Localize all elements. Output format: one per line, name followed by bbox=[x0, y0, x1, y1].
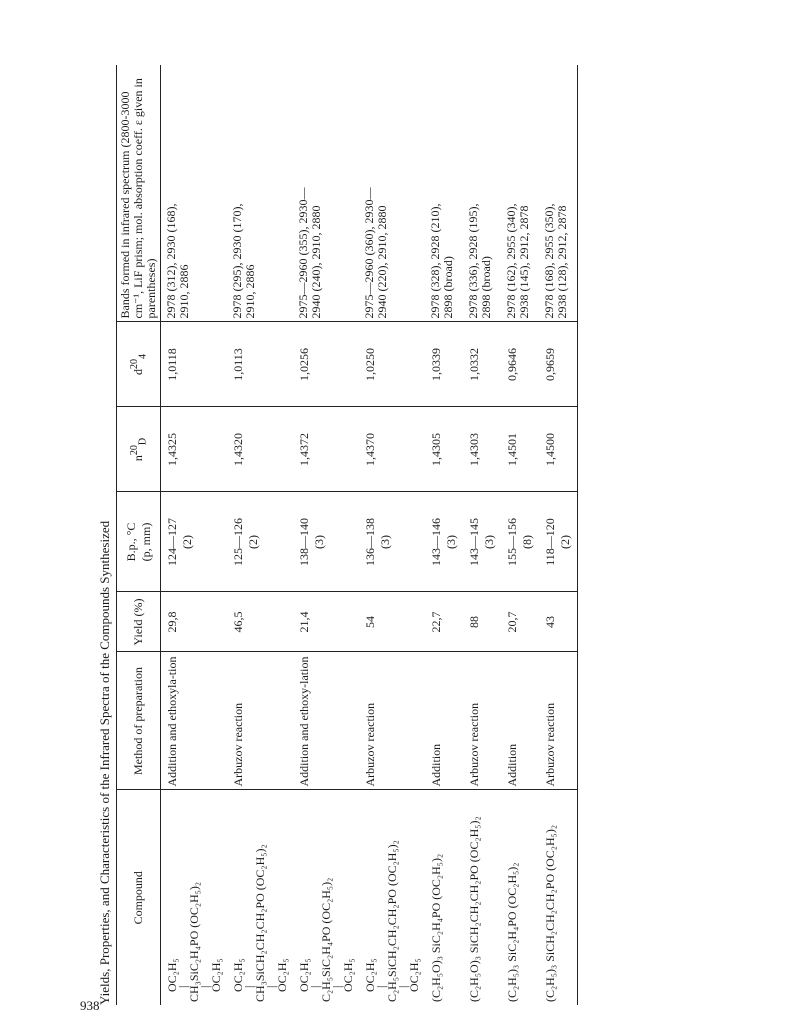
formula-top-group: OC₂H₅ bbox=[231, 958, 245, 992]
formula-main-chain: C₂H₅SiC₂H₄PO (OC₂H₅)₂ bbox=[319, 877, 333, 1002]
formula-bond-line: | bbox=[396, 985, 410, 988]
cell-density: 1,0339 bbox=[425, 322, 463, 407]
cell-refractive-index: 1,4305 bbox=[425, 407, 463, 492]
formula-bottom-group: OC₂H₅ bbox=[209, 958, 223, 992]
compound-formula bbox=[505, 794, 519, 1003]
header-bp-label: B.p., °C bbox=[123, 522, 138, 562]
properties-table bbox=[116, 65, 578, 1005]
cell-ir-bands bbox=[227, 65, 293, 322]
header-method: Method of preparation bbox=[117, 652, 161, 790]
formula-bottom-group: OC₂H₅ bbox=[407, 958, 421, 992]
cell-yield: 29,8 bbox=[161, 592, 228, 652]
header-ir-bands: Bands formed in infrared spectrum (2800-3000 cm⁻¹, LiF prism; mol. absorption coeff. ε given in parentheses) bbox=[117, 65, 161, 322]
page-number: 938 bbox=[80, 998, 100, 1013]
cell-refractive-index: 1,4303 bbox=[463, 407, 501, 492]
bp-pressure: (2) bbox=[180, 535, 194, 549]
bp-pressure: (3) bbox=[312, 535, 326, 549]
formula-top-group: OC₂H₅ bbox=[363, 958, 377, 992]
cell-refractive-index: 1,4372 bbox=[293, 407, 359, 492]
bp-value: 143—146 bbox=[429, 518, 443, 566]
header-bp-unit: (p, mm) bbox=[138, 522, 153, 562]
table-row bbox=[501, 65, 539, 1005]
compound-formula bbox=[429, 794, 443, 1003]
formula-main-chain: (C₂H₅)₃ SiC₂H₄PO (OC₂H₅)₂ bbox=[505, 862, 519, 1002]
cell-method: Addition bbox=[425, 652, 463, 790]
table-row bbox=[463, 65, 501, 1005]
header-bp bbox=[117, 492, 161, 592]
bp-value: 125—126 bbox=[231, 518, 245, 566]
table-row bbox=[425, 65, 463, 1005]
formula-main-chain: CH₃SiCH₂CH₂CH₂PO (OC₂H₅)₂ bbox=[253, 844, 267, 1002]
compound-formula bbox=[297, 794, 355, 1003]
ir-bands-text: 2978 (328), 2928 (210), 2898 (broad) bbox=[428, 203, 455, 319]
rotated-table-block bbox=[94, 65, 614, 1005]
cell-compound bbox=[161, 790, 228, 1005]
cell-compound bbox=[227, 790, 293, 1005]
formula-bond-line: | bbox=[374, 985, 388, 988]
cell-bp bbox=[293, 492, 359, 592]
cell-ir-bands bbox=[293, 65, 359, 322]
cell-ir-bands bbox=[539, 65, 578, 322]
header-d-symbol: d bbox=[130, 369, 145, 375]
cell-yield: 21,4 bbox=[293, 592, 359, 652]
cell-ir-bands bbox=[161, 65, 228, 322]
formula-main-chain: (C₂H₅)₃ SiCH₂CH₂CH₂PO (OC₂H₅)₂ bbox=[543, 825, 557, 1002]
cell-yield: 46,5 bbox=[227, 592, 293, 652]
compound-formula bbox=[543, 794, 557, 1003]
ir-bands-text: 2975—2960 (355), 2930— 2940 (240), 2910, 2880 bbox=[296, 187, 323, 319]
bp-pressure: (8) bbox=[520, 535, 534, 549]
cell-method: Addition bbox=[501, 652, 539, 790]
formula-bond-line: | bbox=[308, 985, 322, 988]
ir-bands-text: 2978 (312), 2930 (168), 2910, 2886 bbox=[164, 203, 191, 319]
cell-ir-bands bbox=[359, 65, 425, 322]
compound-formula bbox=[165, 794, 223, 1003]
cell-density: 1,0250 bbox=[359, 322, 425, 407]
header-nd-sub: D bbox=[137, 437, 149, 446]
bp-value: 124—127 bbox=[165, 518, 179, 566]
compound-formula bbox=[467, 794, 481, 1003]
cell-yield: 54 bbox=[359, 592, 425, 652]
cell-compound bbox=[425, 790, 463, 1005]
ir-bands-text: 2978 (336), 2928 (195), 2898 (broad) bbox=[466, 203, 493, 319]
formula-bond-line: | bbox=[198, 985, 212, 988]
formula-bond-line: | bbox=[264, 985, 278, 988]
header-nd-symbol: n bbox=[130, 455, 145, 462]
cell-density: 1,0118 bbox=[161, 322, 228, 407]
cell-refractive-index: 1,4370 bbox=[359, 407, 425, 492]
formula-bottom-group: OC₂H₅ bbox=[275, 958, 289, 992]
formula-main-chain: C₂H₅SiCH₂CH₂CH₂PO (OC₂H₅)₂ bbox=[385, 840, 399, 1002]
bp-value: 155—156 bbox=[505, 518, 519, 566]
header-yield: Yield (%) bbox=[117, 592, 161, 652]
bp-pressure: (3) bbox=[482, 535, 496, 549]
cell-bp bbox=[161, 492, 228, 592]
cell-yield: 88 bbox=[463, 592, 501, 652]
cell-bp bbox=[463, 492, 501, 592]
compound-formula bbox=[363, 794, 421, 1003]
formula-main-chain: CH₃SiC₂H₄PO (OC₂H₅)₂ bbox=[187, 881, 201, 1002]
table-row bbox=[161, 65, 228, 1005]
cell-compound bbox=[539, 790, 578, 1005]
table-body bbox=[161, 65, 578, 1005]
header-nd-sup: 20 bbox=[128, 445, 140, 456]
header-d-sub: 4 bbox=[137, 354, 149, 359]
cell-bp bbox=[227, 492, 293, 592]
bp-pressure: (2) bbox=[558, 535, 572, 549]
header-density bbox=[117, 322, 161, 407]
formula-top-group: OC₂H₅ bbox=[165, 958, 179, 992]
cell-refractive-index: 1,4325 bbox=[161, 407, 228, 492]
cell-density: 1,0332 bbox=[463, 322, 501, 407]
header-compound: Compound bbox=[117, 790, 161, 1005]
bp-value: 136—138 bbox=[363, 518, 377, 566]
cell-yield: 20,7 bbox=[501, 592, 539, 652]
cell-bp bbox=[359, 492, 425, 592]
formula-bond-line: | bbox=[330, 985, 344, 988]
formula-main-chain: (C₂H₅O)₃ SiC₂H₄PO (OC₂H₅)₂ bbox=[429, 853, 443, 1002]
ir-bands-text: 2978 (168), 2955 (350), 2938 (128), 2912, 2878 bbox=[542, 203, 569, 319]
cell-method: Addition and ethoxyla-tion bbox=[161, 652, 228, 790]
cell-density: 0,9646 bbox=[501, 322, 539, 407]
cell-yield: 43 bbox=[539, 592, 578, 652]
header-row bbox=[117, 65, 161, 1005]
formula-bottom-group: OC₂H₅ bbox=[341, 958, 355, 992]
formula-bond-line: | bbox=[242, 985, 256, 988]
bp-pressure: (3) bbox=[444, 535, 458, 549]
cell-compound bbox=[359, 790, 425, 1005]
cell-refractive-index: 1,4500 bbox=[539, 407, 578, 492]
cell-density: 1,0256 bbox=[293, 322, 359, 407]
table-row bbox=[539, 65, 578, 1005]
bp-value: 138—140 bbox=[297, 518, 311, 566]
cell-density: 0,9659 bbox=[539, 322, 578, 407]
cell-bp bbox=[539, 492, 578, 592]
cell-method: Arbuzov reaction bbox=[463, 652, 501, 790]
cell-compound bbox=[501, 790, 539, 1005]
bp-value: 118—120 bbox=[543, 518, 557, 566]
bp-value: 143—145 bbox=[467, 518, 481, 566]
cell-refractive-index: 1,4320 bbox=[227, 407, 293, 492]
table-row bbox=[227, 65, 293, 1005]
cell-method: Arbuzov reaction bbox=[539, 652, 578, 790]
cell-density: 1,0113 bbox=[227, 322, 293, 407]
cell-compound bbox=[293, 790, 359, 1005]
cell-method: Addition and ethoxy-lation bbox=[293, 652, 359, 790]
ir-bands-text: 2978 (162), 2955 (340), 2938 (145), 2912, 2878 bbox=[504, 203, 531, 319]
formula-top-group: OC₂H₅ bbox=[297, 958, 311, 992]
formula-main-chain: (C₂H₅O)₃ SiCH₂CH₂CH₂PO (OC₂H₅)₂ bbox=[467, 816, 481, 1002]
cell-ir-bands bbox=[463, 65, 501, 322]
cell-method: Arbuzov reaction bbox=[359, 652, 425, 790]
header-d-sup: 20 bbox=[128, 359, 140, 369]
table-caption: Yields, Properties, and Characteristics of the Infrared Spectra of the Compounds Synthesized bbox=[97, 520, 112, 1005]
cell-ir-bands bbox=[501, 65, 539, 322]
cell-refractive-index: 1,4501 bbox=[501, 407, 539, 492]
bp-pressure: (3) bbox=[378, 535, 392, 549]
compound-formula bbox=[231, 794, 289, 1003]
cell-ir-bands bbox=[425, 65, 463, 322]
ir-bands-text: 2978 (295), 2930 (170), 2910, 2886 bbox=[230, 203, 257, 319]
cell-yield: 22,7 bbox=[425, 592, 463, 652]
cell-method: Arbuzov reaction bbox=[227, 652, 293, 790]
formula-bond-line: | bbox=[176, 985, 190, 988]
table-row bbox=[359, 65, 425, 1005]
ir-bands-text: 2975—2960 (360), 2930— 2940 (220), 2910, 2880 bbox=[362, 187, 389, 319]
table-row bbox=[293, 65, 359, 1005]
cell-bp bbox=[425, 492, 463, 592]
cell-compound bbox=[463, 790, 501, 1005]
header-refractive-index bbox=[117, 407, 161, 492]
cell-bp bbox=[501, 492, 539, 592]
bp-pressure: (2) bbox=[246, 535, 260, 549]
